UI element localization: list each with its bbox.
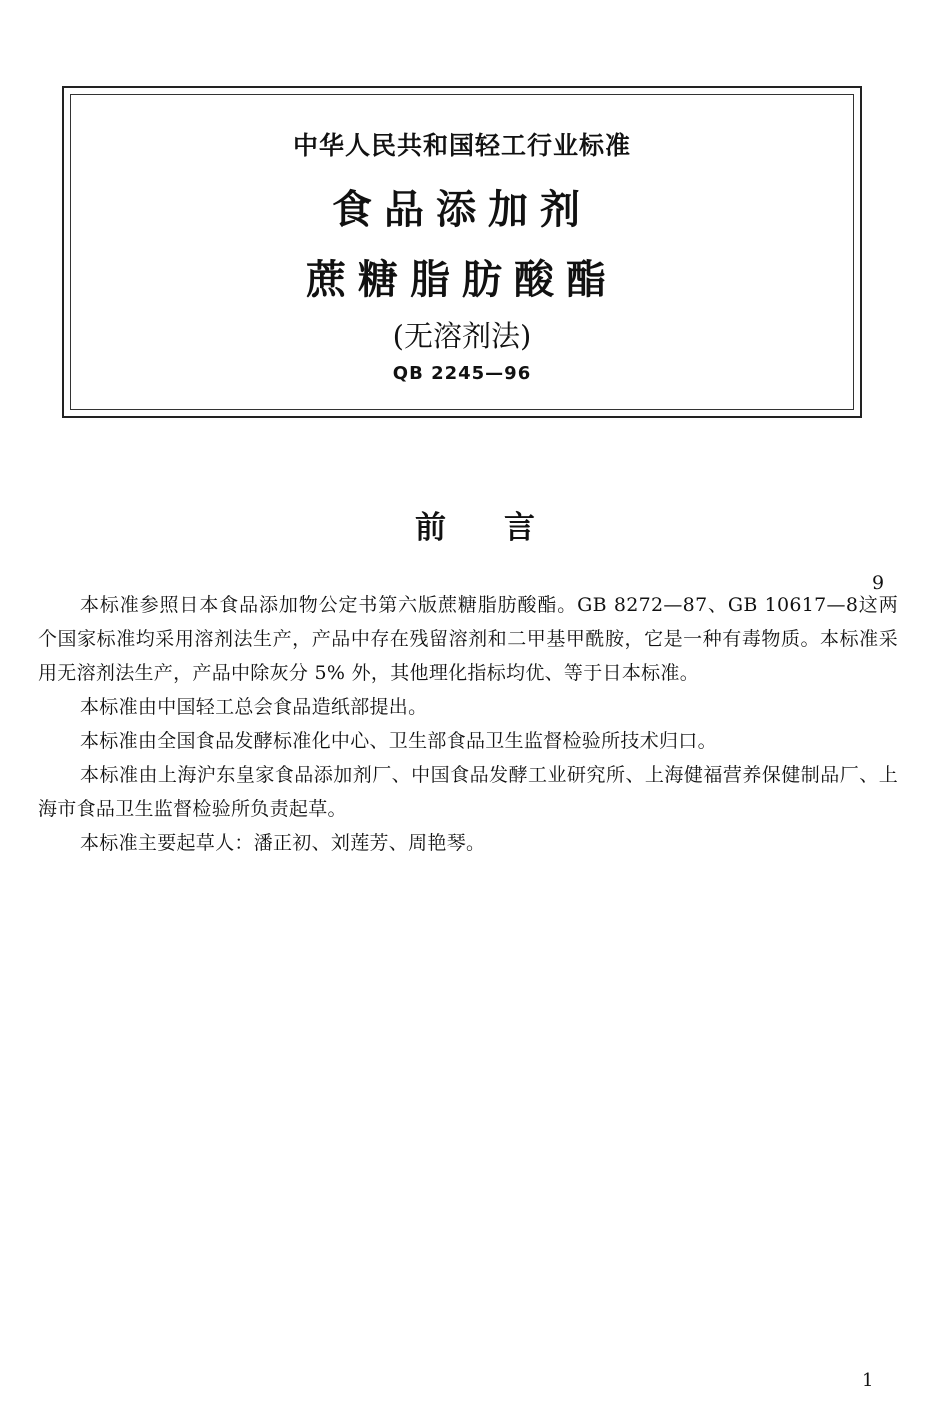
- paragraph-drafting-units: 本标准由上海沪东皇家食品添加剂厂、中国食品发酵工业研究所、上海健福营养保健制品厂、上海市食品卫生监督检验所负责起草。: [38, 764, 898, 820]
- paragraph-drafters: 本标准主要起草人：潘正初、刘莲芳、周艳琴。: [80, 832, 486, 854]
- page-number: 1: [862, 1370, 874, 1391]
- foreword-heading-char2: 言: [504, 510, 535, 546]
- paragraph-reference: 本标准参照日本食品添加物公定书第六版蔗糖脂肪酸酯。GB 8272—87、GB 10617—8这两个国家标准均采用溶剂法生产，产品中存在残留溶剂和二甲基甲酰胺，它是一种有毒物质。本标准采用无溶剂法生产，产品中除灰分 5% 外，其他理化指标均优、等于日本标准。: [38, 594, 898, 684]
- foreword-heading: [0, 502, 950, 547]
- page-note: 9: [872, 572, 885, 594]
- foreword-body: [38, 588, 898, 860]
- paragraph-proposer: 本标准由中国轻工总会食品造纸部提出。: [80, 696, 428, 718]
- standard-code: QB 2245—96: [392, 363, 532, 384]
- document-subtitle: (无溶剂法): [392, 319, 532, 353]
- document-title-line1: 食品添加剂: [332, 187, 592, 233]
- paragraph-administrator: 本标准由全国食品发酵标准化中心、卫生部食品卫生监督检验所技术归口。: [80, 730, 717, 752]
- document-title-line2: 蔗糖脂肪酸酯: [306, 257, 618, 303]
- foreword-heading-char1: 前: [415, 510, 446, 546]
- standard-header-box: [62, 86, 862, 418]
- industry-standard-label: 中华人民共和国轻工行业标准: [292, 131, 631, 160]
